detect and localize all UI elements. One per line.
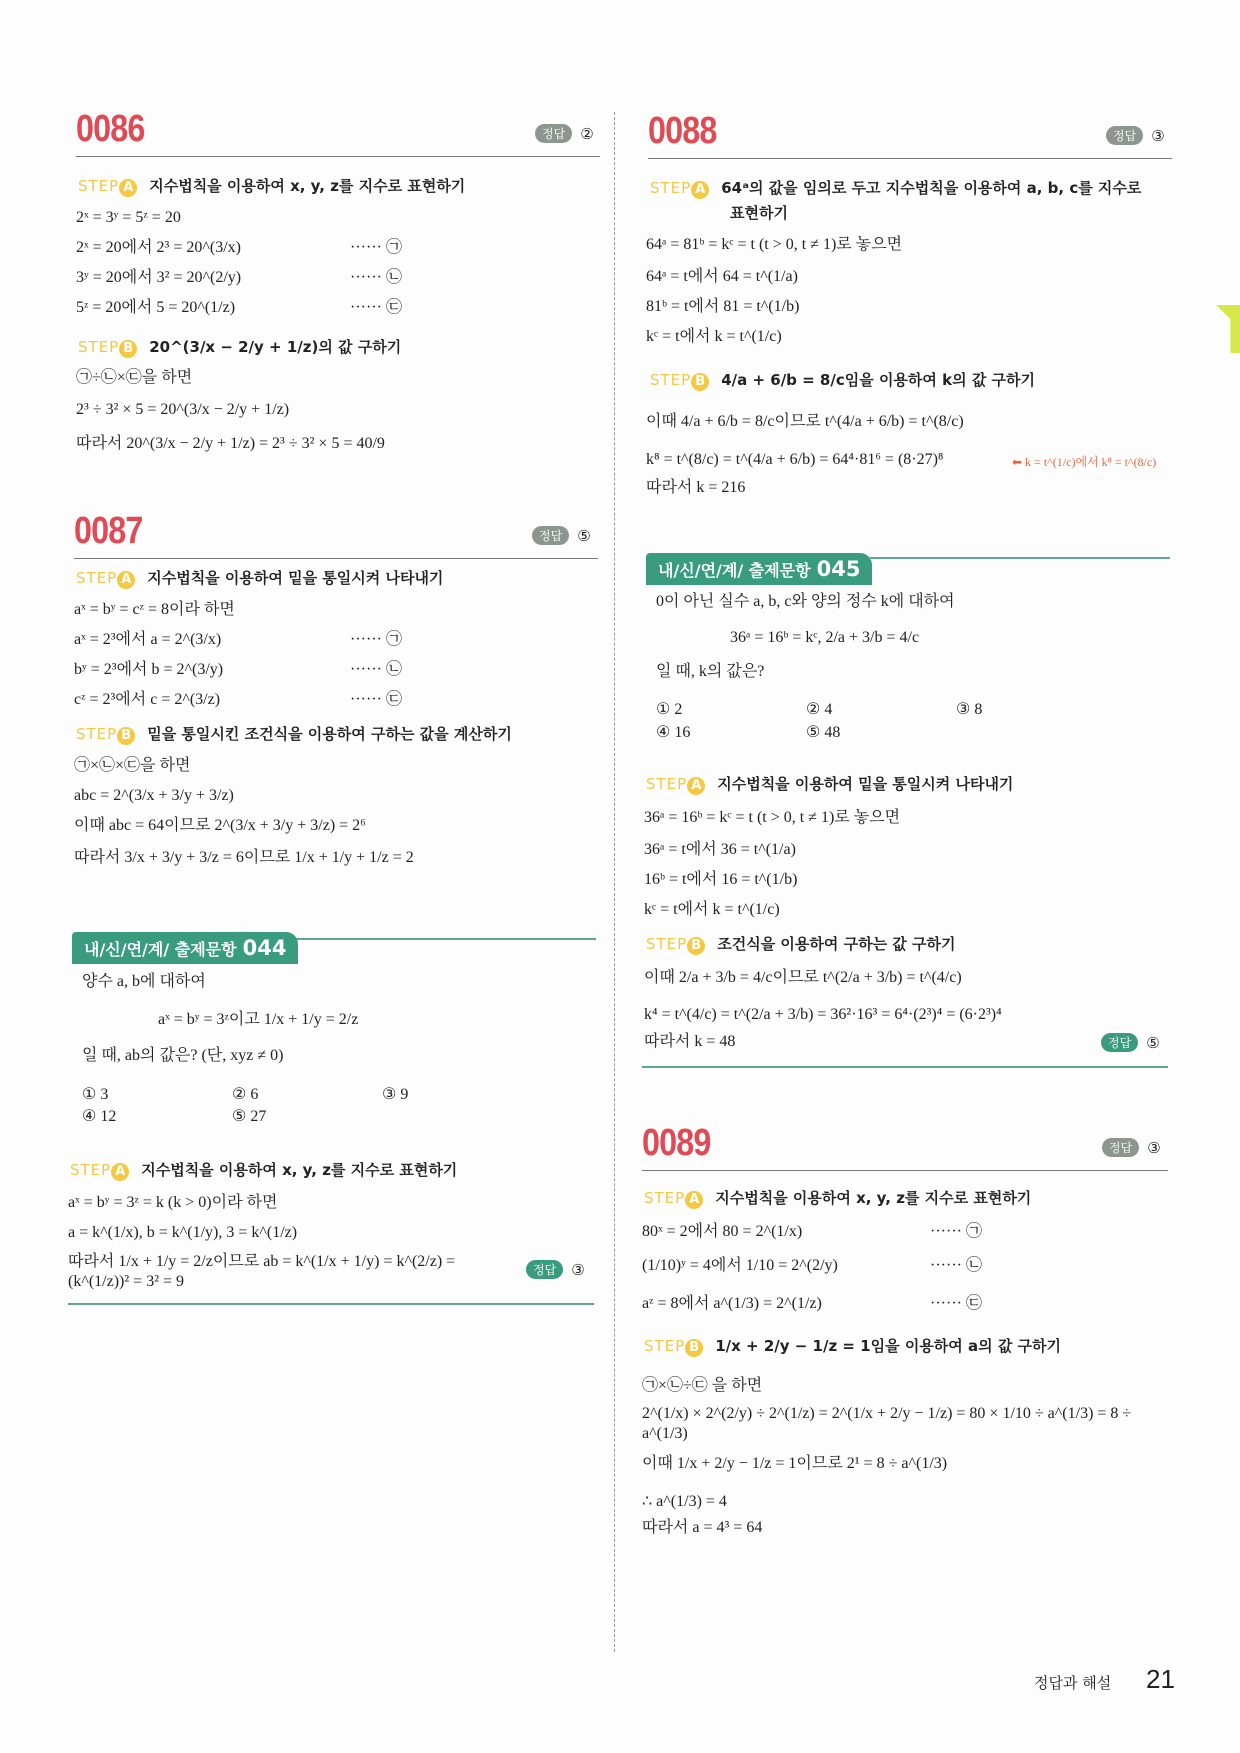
problem-number: 0086 <box>76 108 145 150</box>
math-line: 2³ ÷ 3² × 5 = 20^(3/x − 2/y + 1/z) <box>76 401 290 418</box>
math-line: a = k^(1/x), b = k^(1/y), 3 = k^(1/z) <box>68 1224 298 1241</box>
step-b-heading <box>76 724 512 745</box>
math-line: 2ˣ = 20에서 2³ = 20^(3/x) <box>76 239 241 256</box>
choice: ③ 9 <box>382 1086 409 1103</box>
answer-value: ⑤ <box>1146 1033 1160 1052</box>
linked-problem-tag <box>646 553 872 585</box>
step-letter: A <box>691 181 709 199</box>
page-number: 21 <box>1146 1664 1175 1694</box>
step-title: 20^(3/x − 2/y + 1/z)의 값 구하기 <box>149 338 402 356</box>
step-label: STEP <box>644 1337 686 1355</box>
math-line: 64ᵃ = 81ᵇ = kᶜ = t (t > 0, t ≠ 1)로 놓으면 <box>646 236 903 253</box>
step-title: 조건식을 이용하여 구하는 값 구하기 <box>717 935 956 953</box>
math-line: (1/10)ʸ = 4에서 1/10 = 2^(2/y) <box>642 1257 838 1274</box>
problem-number: 0087 <box>74 510 143 552</box>
math-line: 이때 4/a + 6/b = 8/c이므로 t^(4/a + 6/b) = t^(8/c) <box>646 413 964 430</box>
math-line: 36ᵃ = 16ᵇ = kᶜ = t (t > 0, t ≠ 1)로 놓으면 <box>644 809 901 826</box>
choice: ③ 8 <box>956 701 983 718</box>
equation-mark: ······ ㉠ <box>930 1223 982 1240</box>
step-letter: B <box>687 937 705 955</box>
math-line: 따라서 3/x + 3/y + 3/z = 6이므로 1/x + 1/y + 1/z = 2 <box>74 849 414 866</box>
step-letter: B <box>685 1339 703 1357</box>
math-line: 36ᵃ = t에서 36 = t^(1/a) <box>644 841 796 858</box>
answer-label: 정답 <box>1101 1033 1138 1052</box>
answer-label: 정답 <box>535 124 572 143</box>
equation-mark: ······ ㉡ <box>350 269 402 286</box>
divider <box>290 938 596 940</box>
step-label: STEP <box>646 775 688 793</box>
divider <box>648 158 1172 159</box>
step-title: 지수법칙을 이용하여 x, y, z를 지수로 표현하기 <box>715 1189 1032 1207</box>
step-label: STEP <box>646 935 688 953</box>
step-title: 1/x + 2/y − 1/z = 1임을 이용하여 a의 값 구하기 <box>715 1337 1062 1355</box>
step-label: STEP <box>70 1161 112 1179</box>
linked-problem-tag <box>72 932 298 964</box>
step-title: 지수법칙을 이용하여 밑을 통일시켜 나타내기 <box>147 569 444 587</box>
answer-badge <box>1101 1033 1160 1052</box>
step-letter: A <box>117 571 135 589</box>
problem-text: 0이 아닌 실수 a, b, c와 양의 정수 k에 대하여 <box>656 593 955 610</box>
step-title-continued: 표현하기 <box>730 204 788 222</box>
math-line: abc = 2^(3/x + 3/y + 3/z) <box>74 787 234 804</box>
math-line: 2ˣ = 3ʸ = 5ᶻ = 20 <box>76 209 181 226</box>
math-line: 81ᵇ = t에서 81 = t^(1/b) <box>646 298 800 315</box>
math-line: 64ᵃ = t에서 64 = t^(1/a) <box>646 268 798 285</box>
math-line: 5ᶻ = 20에서 5 = 20^(1/z) <box>76 299 236 316</box>
choice: ② 6 <box>232 1086 259 1103</box>
math-line: cᶻ = 2³에서 c = 2^(3/z) <box>74 691 221 708</box>
column-divider <box>614 112 615 1652</box>
step-label: STEP <box>644 1189 686 1207</box>
footer-title: 정답과 해설 <box>1034 1674 1112 1692</box>
divider <box>642 1066 1168 1068</box>
choice: ① 2 <box>656 701 683 718</box>
math-line: kᶜ = t에서 k = t^(1/c) <box>646 328 782 345</box>
answer-value: ③ <box>571 1260 585 1279</box>
answer-badge <box>532 526 591 545</box>
math-line: ㉠×㉡÷㉢ 을 하면 <box>642 1377 763 1394</box>
equation-mark: ······ ㉡ <box>930 1257 982 1274</box>
choice: ⑤ 48 <box>806 724 841 741</box>
math-line: ㉠×㉡×㉢을 하면 <box>74 757 191 774</box>
tag-label: 내/신/연/계/ 출제문항 <box>658 561 811 580</box>
math-line: 이때 2/a + 3/b = 4/c이므로 t^(2/a + 3/b) = t^(4/c) <box>644 969 962 986</box>
answer-value: ③ <box>1147 1138 1161 1157</box>
math-line: ∴ a^(1/3) = 4 <box>642 1493 727 1510</box>
math-line: kᶜ = t에서 k = t^(1/c) <box>644 901 780 918</box>
step-a-heading <box>76 568 443 589</box>
step-label: STEP <box>650 371 692 389</box>
math-line: k⁴ = t^(4/c) = t^(2/a + 3/b) = 36²·16³ = 6⁴·(2³)⁴ = (6·2³)⁴ <box>644 1006 1002 1023</box>
divider <box>870 557 1170 559</box>
divider <box>642 1170 1168 1171</box>
math-line: aˣ = bʸ = 3ᶻ = k (k > 0)이라 하면 <box>68 1194 278 1211</box>
step-label: STEP <box>650 179 692 197</box>
step-title: 지수법칙을 이용하여 x, y, z를 지수로 표현하기 <box>141 1161 458 1179</box>
step-title: 64ᵃ의 값을 임의로 두고 지수법칙을 이용하여 a, b, c를 지수로 <box>721 179 1142 197</box>
math-line: 16ᵇ = t에서 16 = t^(1/b) <box>644 871 798 888</box>
step-b-heading <box>650 370 1035 391</box>
answer-badge <box>526 1260 585 1279</box>
step-letter: A <box>687 777 705 795</box>
step-label: STEP <box>76 569 118 587</box>
math-line: aˣ = bʸ = cᶻ = 8이라 하면 <box>74 601 235 618</box>
step-label: STEP <box>78 338 120 356</box>
step-title: 4/a + 6/b = 8/c임을 이용하여 k의 값 구하기 <box>721 371 1035 389</box>
chapter-tab <box>1216 305 1240 353</box>
math-line: 2^(1/x) × 2^(2/y) ÷ 2^(1/z) = 2^(1/x + 2/y − 1/z) = 80 × 1/10 ÷ a^(1/3) = 8 ÷ a^(1/3) <box>642 1405 1132 1442</box>
answer-label: 정답 <box>526 1260 563 1279</box>
choice: ⑤ 27 <box>232 1108 267 1125</box>
step-letter: A <box>685 1191 703 1209</box>
problem-equation: aˣ = bʸ = 3ᶻ이고 1/x + 1/y = 2/z <box>158 1011 359 1028</box>
step-a-heading <box>78 176 465 197</box>
problem-text: 양수 a, b에 대하여 <box>82 973 206 990</box>
step-a-heading <box>650 178 1141 199</box>
math-line: 80ˣ = 2에서 80 = 2^(1/x) <box>642 1223 803 1240</box>
equation-mark: ······ ㉢ <box>350 299 402 316</box>
answer-label: 정답 <box>1106 126 1143 145</box>
divider <box>74 558 598 559</box>
tag-number: 044 <box>242 936 287 960</box>
answer-badge <box>1106 126 1165 145</box>
step-label: STEP <box>78 177 120 195</box>
problem-text: 일 때, ab의 값은? (단, xyz ≠ 0) <box>82 1047 284 1064</box>
step-letter: A <box>119 179 137 197</box>
step-a-heading <box>70 1160 457 1181</box>
math-line: aˣ = 2³에서 a = 2^(3/x) <box>74 631 222 648</box>
step-a-heading <box>644 1188 1031 1209</box>
problem-number: 0089 <box>642 1122 711 1164</box>
math-line: 따라서 20^(3/x − 2/y + 1/z) = 2³ ÷ 3² × 5 = 40/9 <box>76 435 385 452</box>
step-b-heading <box>646 934 955 955</box>
answer-value: ② <box>580 124 594 143</box>
math-line: bʸ = 2³에서 b = 2^(3/y) <box>74 661 224 678</box>
step-letter: B <box>119 340 137 358</box>
choice: ② 4 <box>806 701 833 718</box>
answer-badge <box>535 124 594 143</box>
math-line: k⁸ = t^(8/c) = t^(4/a + 6/b) = 64⁴·81⁶ = (8·27)⁸ <box>646 451 944 468</box>
step-a-heading <box>646 774 1013 795</box>
math-line: 따라서 k = 48 <box>644 1033 736 1050</box>
math-line: 따라서 k = 216 <box>646 479 746 496</box>
answer-value: ③ <box>1151 126 1165 145</box>
tag-label: 내/신/연/계/ 출제문항 <box>84 940 237 959</box>
math-line: 따라서 1/x + 1/y = 2/z이므로 ab = k^(1/x + 1/y) = k^(2/z) = (k^(1/z))² = 3² = 9 <box>68 1253 456 1290</box>
step-b-heading <box>644 1336 1061 1357</box>
problem-text: 일 때, k의 값은? <box>656 663 765 680</box>
answer-label: 정답 <box>532 526 569 545</box>
math-line: 따라서 a = 4³ = 64 <box>642 1519 763 1536</box>
step-b-heading <box>78 337 401 358</box>
equation-mark: ······ ㉠ <box>350 631 402 648</box>
step-letter: B <box>117 727 135 745</box>
equation-mark: ······ ㉠ <box>350 239 402 256</box>
answer-value: ⑤ <box>577 526 591 545</box>
choice: ④ 12 <box>82 1108 117 1125</box>
equation-mark: ······ ㉢ <box>350 691 402 708</box>
hint-note: ⬅ k = t^(1/c)에서 k⁸ = t^(8/c) <box>1012 455 1157 469</box>
math-line: ㉠÷㉡×㉢을 하면 <box>76 369 193 386</box>
step-title: 지수법칙을 이용하여 밑을 통일시켜 나타내기 <box>717 775 1014 793</box>
math-line: 이때 abc = 64이므로 2^(3/x + 3/y + 3/z) = 2⁶ <box>74 817 366 834</box>
step-title: 지수법칙을 이용하여 x, y, z를 지수로 표현하기 <box>149 177 466 195</box>
equation-mark: ······ ㉢ <box>930 1295 982 1312</box>
choice: ④ 16 <box>656 724 691 741</box>
divider <box>68 1303 594 1305</box>
answer-badge <box>1102 1138 1161 1157</box>
equation-mark: ······ ㉡ <box>350 661 402 678</box>
step-letter: B <box>691 373 709 391</box>
tag-number: 045 <box>816 557 861 581</box>
divider <box>76 156 600 157</box>
answer-label: 정답 <box>1102 1138 1139 1157</box>
step-letter: A <box>111 1163 129 1181</box>
math-line: aᶻ = 8에서 a^(1/3) = 2^(1/z) <box>642 1295 822 1312</box>
math-line: 3ʸ = 20에서 3² = 20^(2/y) <box>76 269 242 286</box>
problem-equation: 36ᵃ = 16ᵇ = kᶜ, 2/a + 3/b = 4/c <box>730 629 920 646</box>
problem-number: 0088 <box>648 110 717 152</box>
math-line: 이때 1/x + 2/y − 1/z = 1이므로 2¹ = 8 ÷ a^(1/3) <box>642 1455 948 1472</box>
choice: ① 3 <box>82 1086 109 1103</box>
step-title: 밑을 통일시킨 조건식을 이용하여 구하는 값을 계산하기 <box>147 725 512 743</box>
step-label: STEP <box>76 725 118 743</box>
